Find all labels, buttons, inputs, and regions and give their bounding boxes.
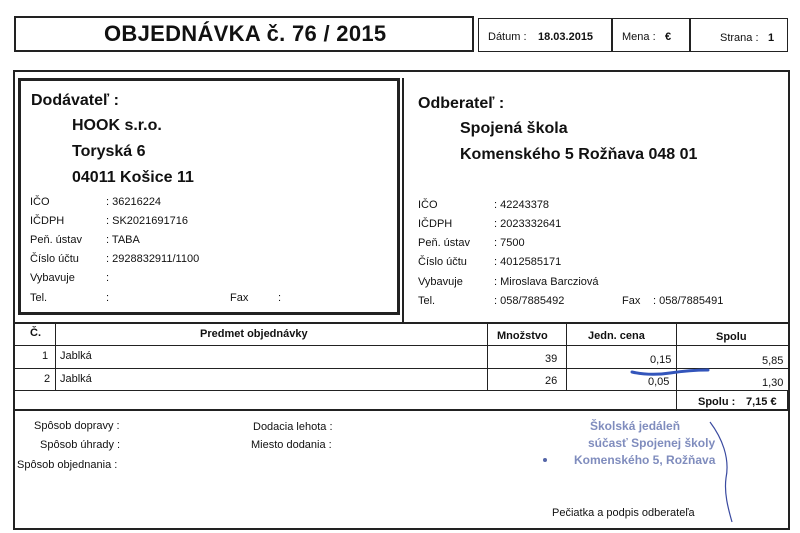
table-col-divider <box>487 322 488 390</box>
table-sum-label: Spolu : <box>698 396 736 408</box>
table-header-quantity: Množstvo <box>497 330 548 342</box>
date-value: 18.03.2015 <box>538 31 594 43</box>
table-cell-number: 1 <box>42 350 49 362</box>
customer-address: Komenského 5 Rožňava 048 01 <box>460 146 698 163</box>
customer-field-value: : 4012585171 <box>494 256 562 268</box>
customer-field-label: IČO <box>418 199 438 211</box>
payment-label: Spôsob úhrady : <box>40 439 121 451</box>
table-header-number: Č. <box>30 327 41 339</box>
supplier-field-value: : <box>106 292 110 304</box>
supplier-field-label: Tel. <box>30 292 48 304</box>
page-value: 1 <box>768 32 775 44</box>
currency-label: Mena : <box>622 31 656 43</box>
stamp-dot <box>543 458 547 462</box>
table-col-divider <box>55 322 56 390</box>
table-cell-total: 5,85 <box>762 355 784 367</box>
supplier-field-label: IČO <box>30 196 50 208</box>
customer-fax-label: Fax <box>622 295 641 307</box>
supplier-fax-label: Fax <box>230 292 249 304</box>
stamp-line: Školská jedáleň <box>590 419 681 433</box>
table-cell-unit-price: 0,15 <box>650 354 672 366</box>
stamp-line: súčasť Spojenej školy <box>588 436 716 450</box>
page-title: OBJEDNÁVKA č. 76 / 2015 <box>104 21 387 46</box>
table-header-item: Predmet objednávky <box>200 328 308 340</box>
page-label: Strana : <box>720 32 759 44</box>
customer-field-label: IČDPH <box>418 218 453 230</box>
date-label: Dátum : <box>488 31 527 43</box>
table-header-unit-price: Jedn. cena <box>588 330 645 342</box>
table-col-divider <box>676 322 677 390</box>
table-cell-unit-price: 0,05 <box>648 376 670 388</box>
table-cell-quantity: 26 <box>545 375 558 387</box>
customer-field-label: Peň. ústav <box>418 237 470 249</box>
table-top-line <box>13 322 790 324</box>
supplier-field-label: Peň. ústav <box>30 234 82 246</box>
supplier-street: Toryská 6 <box>72 143 146 160</box>
customer-divider <box>402 78 404 322</box>
supplier-field-value: : <box>106 272 110 284</box>
table-cell-item: Jablká <box>60 350 92 362</box>
signature-label: Pečiatka a podpis odberateľa <box>552 507 695 519</box>
supplier-field-label: Vybavuje <box>30 272 75 284</box>
supplier-field-value: : SK2021691716 <box>106 215 188 227</box>
table-header-line <box>13 345 790 346</box>
supplier-field-value: : 36216224 <box>106 196 162 208</box>
customer-field-value: : Miroslava Barcziová <box>494 276 599 288</box>
customer-field-value: : 058/7885492 <box>494 295 565 307</box>
supplier-field-label: Číslo účtu <box>30 253 79 265</box>
signature <box>700 418 760 528</box>
customer-field-value: : 7500 <box>494 237 525 249</box>
supplier-field-value: : 2928832911/1100 <box>106 253 200 265</box>
supplier-field-label: IČDPH <box>30 215 65 227</box>
customer-field-value: : 42243378 <box>494 199 550 211</box>
stamp-line: Komenského 5, Rožňava <box>574 453 716 467</box>
transport-label: Spôsob dopravy : <box>34 420 120 432</box>
table-bottom-line <box>13 409 790 411</box>
customer-field-label: Číslo účtu <box>418 256 467 268</box>
ordering-label: Spôsob objednania : <box>17 459 118 471</box>
supplier-name: HOOK s.r.o. <box>72 117 162 134</box>
delivery-time-label: Dodacia lehota : <box>253 421 333 433</box>
currency-value: € <box>665 31 672 43</box>
delivery-place-label: Miesto dodania : <box>251 439 332 451</box>
table-cell-total: 1,30 <box>762 377 784 389</box>
customer-name: Spojená škola <box>460 120 568 137</box>
customer-fax-value: : 058/7885491 <box>653 295 724 307</box>
table-sum-value: 7,15 € <box>746 396 777 408</box>
supplier-box <box>18 78 400 315</box>
customer-heading: Odberateľ : <box>418 95 505 112</box>
table-cell-item: Jablká <box>60 373 92 385</box>
customer-field-label: Vybavuje <box>418 276 463 288</box>
supplier-heading: Dodávateľ : <box>31 92 119 109</box>
table-header-total: Spolu <box>716 331 747 343</box>
table-cell-quantity: 39 <box>545 353 558 365</box>
customer-field-label: Tel. <box>418 295 436 307</box>
supplier-fax-value: : <box>278 292 282 304</box>
table-row-line <box>13 390 790 391</box>
supplier-city: 04011 Košice 11 <box>72 169 194 186</box>
customer-field-value: : 2023332641 <box>494 218 562 230</box>
pen-stroke <box>630 364 710 378</box>
table-cell-number: 2 <box>44 373 51 385</box>
supplier-field-value: : TABA <box>106 234 140 246</box>
table-col-divider <box>566 322 567 390</box>
